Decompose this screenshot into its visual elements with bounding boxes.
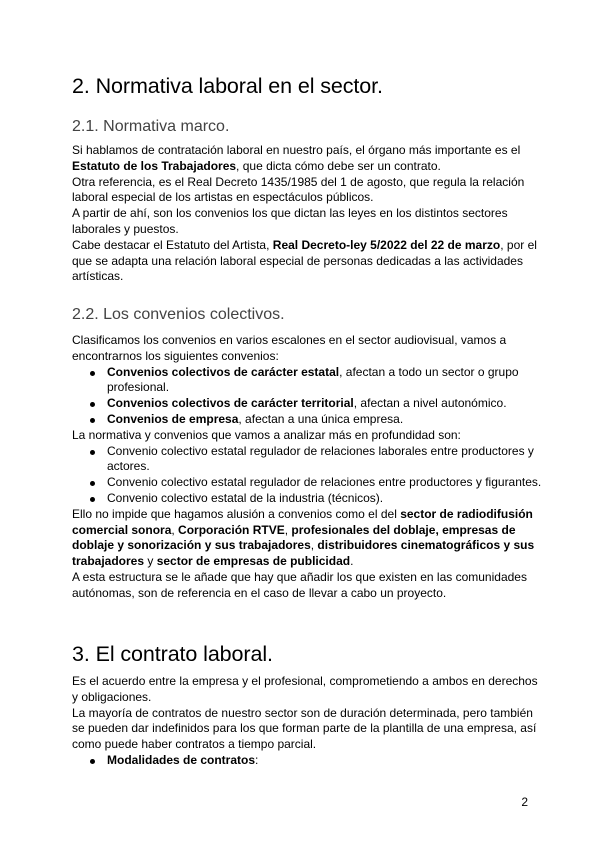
list-item: Convenios de empresa, afectan a una única empresa. [72, 412, 542, 428]
convenios-type-list [72, 365, 542, 428]
subsection-2-2-heading: 2.2. Los convenios colectivos. [72, 306, 285, 323]
list-item: Modalidades de contratos: [72, 753, 542, 769]
paragraph-estatuto: Si hablamos de contratación laboral en nuestro país, el órgano más importante es el Estatuto de los Trabajadores, que dicta cómo debe ser un contrato. [72, 143, 521, 173]
paragraph-normativa: La normativa y convenios que vamos a analizar más en profundidad son: [72, 427, 461, 442]
list-item: Convenios colectivos de carácter territorial, afectan a nivel autonómico. [72, 396, 542, 412]
section-3-heading: 3. El contrato laboral. [72, 642, 273, 666]
paragraph-acuerdo: Es el acuerdo entre la empresa y el profesional, comprometiendo a ambos en derechos y obligaciones. [72, 674, 538, 704]
paragraph-real-decreto: Otra referencia, es el Real Decreto 1435/1985 del 1 de agosto, que regula la relación laboral especial de los artistas en espectáculos públicos. [72, 174, 525, 205]
page-number: 2 [521, 795, 528, 809]
paragraph-estructura: A esta estructura se le añade que hay que añadir los que existen en las comunidades autónomas, son de referencia en el caso de llevar a cabo un proyecto. [72, 569, 527, 600]
convenios-analysis-list [72, 444, 542, 507]
modalidades-list [72, 753, 542, 769]
paragraph-convenios: A partir de ahí, son los convenios los que dictan las leyes en los distintos sectores laborales y puestos. [72, 206, 508, 236]
section-2-heading: 2. Normativa laboral en el sector. [72, 74, 383, 98]
section-3-body [72, 674, 542, 769]
subsection-2-1-heading: 2.1. Normativa marco. [72, 118, 230, 135]
paragraph-estatuto-artista: Cabe destacar el Estatuto del Artista, Real Decreto-ley 5/2022 del 22 de marzo, por el que se adapta una relación laboral especial de personas dedicadas a las actividades artísticas. [72, 237, 537, 284]
subsection-2-1-body [72, 143, 542, 285]
list-item: Convenios colectivos de carácter estatal, afectan a todo un sector o grupo profesional. [72, 365, 542, 397]
paragraph-clasificacion: Clasificamos los convenios en varios escalones en el sector audiovisual, vamos a encontrarnos los siguientes convenios: [72, 333, 507, 363]
subsection-2-2-body [72, 333, 542, 602]
paragraph-duracion: La mayoría de contratos de nuestro sector son de duración determinada, pero también se pueden dar indefinidos para los que forman parte de la plantilla de una empresa, así como puede haber contratos a tiempo parcial. [72, 705, 537, 752]
list-item: Convenio colectivo estatal regulador de relaciones laborales entre productores y actores. [72, 444, 542, 476]
list-item: Convenio colectivo estatal de la industria (técnicos). [72, 491, 542, 507]
paragraph-alusion: Ello no impide que hagamos alusión a convenios como el del sector de radiodifusión comercial sonora, Corporación RTVE, profesionales del doblaje, empresas de doblaje y sonorización y sus trabajadores, distribuidores cinematográficos y sus trabajadores y sector de empresas de publicidad. [72, 506, 535, 569]
list-item: Convenio colectivo estatal regulador de relaciones entre productores y figurantes. [72, 475, 542, 491]
